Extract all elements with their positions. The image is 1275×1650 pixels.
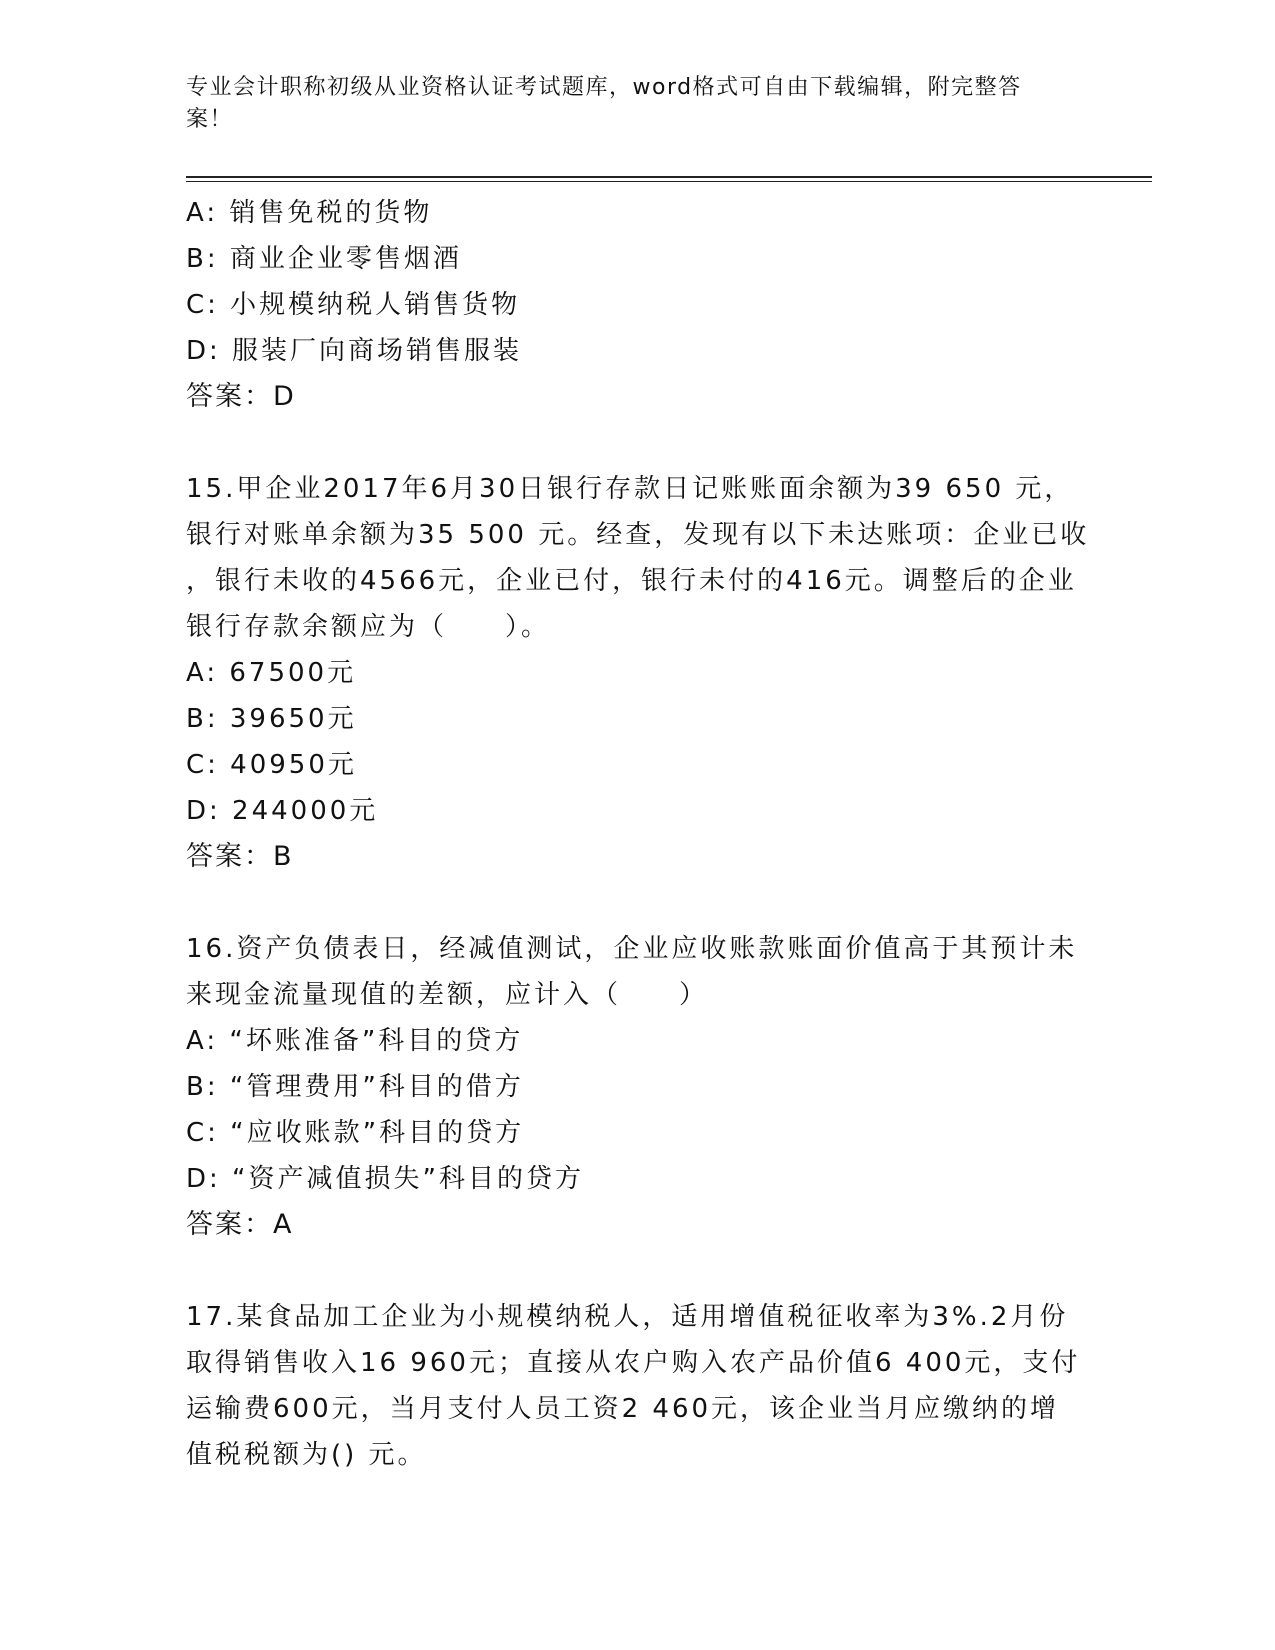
question-text-line: 运输费600元，当月支付人员工资2 460元，该企业当月应缴纳的增 xyxy=(186,1394,1060,1424)
spacer xyxy=(186,420,1086,466)
question-17 xyxy=(186,1294,1086,1478)
question-text-line: ，银行未收的4566元，企业已付，银行未付的416元。调整后的企业 xyxy=(186,566,1077,596)
option-b: B: “管理费用”科目的借方 xyxy=(186,1072,524,1102)
option-d: D: 244000元 xyxy=(186,796,379,826)
question-text-line: 值税税额为() 元。 xyxy=(186,1440,427,1470)
option-b: B: 商业企业零售烟酒 xyxy=(186,244,462,274)
spacer xyxy=(186,1248,1086,1294)
option-d: D: 服装厂向商场销售服装 xyxy=(186,336,523,366)
header-divider-thin xyxy=(186,181,1152,182)
answer: 答案：D xyxy=(186,381,296,412)
question-14 xyxy=(186,190,1086,420)
question-text-line: 16.资产负债表日，经减值测试，企业应收账款账面价值高于其预计未 xyxy=(186,934,1078,964)
spacer xyxy=(186,880,1086,926)
page-header xyxy=(186,72,1066,136)
question-text-line: 取得销售收入16 960元；直接从农户购入农产品价值6 400元，支付 xyxy=(186,1348,1081,1378)
option-b: B: 39650元 xyxy=(186,704,357,734)
header-line-2: 案！ xyxy=(186,107,234,132)
answer: 答案：A xyxy=(186,1209,294,1240)
header-line-1: 专业会计职称初级从业资格认证考试题库，word格式可自由下载编辑，附完整答 xyxy=(186,75,1022,100)
question-text-line: 17.某食品加工企业为小规模纳税人，适用增值税征收率为3%.2月份 xyxy=(186,1302,1069,1332)
option-a: A: 67500元 xyxy=(186,658,357,688)
option-c: C: 小规模纳税人销售货物 xyxy=(186,290,521,320)
question-text-line: 来现金流量现值的差额，应计入（ ） xyxy=(186,980,709,1010)
option-a: A: 销售免税的货物 xyxy=(186,198,433,228)
option-a: A: “坏账准备”科目的贷方 xyxy=(186,1026,524,1056)
option-c: C: 40950元 xyxy=(186,750,357,780)
header-divider xyxy=(186,176,1152,178)
option-c: C: “应收账款”科目的贷方 xyxy=(186,1118,525,1148)
question-text-line: 15.甲企业2017年6月30日银行存款日记账账面余额为39 650 元， xyxy=(186,474,1074,504)
answer: 答案：B xyxy=(186,841,294,872)
question-text-line: 银行存款余额应为（ ）。 xyxy=(186,612,551,642)
question-15 xyxy=(186,466,1090,880)
question-content xyxy=(186,190,1090,1478)
question-16 xyxy=(186,926,1086,1248)
question-text-line: 银行对账单余额为35 500 元。经查，发现有以下未达账项：企业已收 xyxy=(186,520,1090,550)
option-d: D: “资产减值损失”科目的贷方 xyxy=(186,1164,584,1194)
